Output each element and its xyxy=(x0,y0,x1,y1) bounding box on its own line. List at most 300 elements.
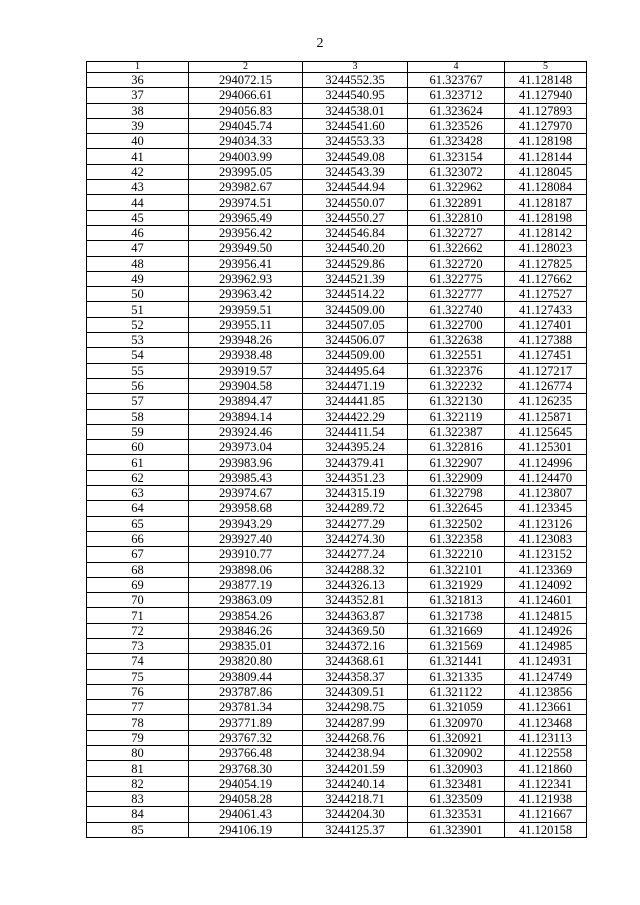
column-header: 2 xyxy=(189,62,303,73)
x-coordinate-cell: 293974.51 xyxy=(189,195,303,210)
table-row xyxy=(87,638,587,653)
latitude-cell: 61.321335 xyxy=(408,669,505,684)
x-coordinate-cell: 293927.40 xyxy=(189,531,303,546)
table-row xyxy=(87,455,587,470)
point-number-cell: 42 xyxy=(87,164,189,179)
x-coordinate-cell: 293766.48 xyxy=(189,746,303,761)
point-number-cell: 81 xyxy=(87,761,189,776)
point-number-cell: 50 xyxy=(87,287,189,302)
x-coordinate-cell: 293974.67 xyxy=(189,486,303,501)
longitude-cell: 41.128142 xyxy=(505,225,587,240)
longitude-cell: 41.124601 xyxy=(505,593,587,608)
latitude-cell: 61.322232 xyxy=(408,378,505,393)
longitude-cell: 41.124470 xyxy=(505,470,587,485)
column-header: 4 xyxy=(408,62,505,73)
longitude-cell: 41.122558 xyxy=(505,746,587,761)
latitude-cell: 61.322130 xyxy=(408,394,505,409)
longitude-cell: 41.128187 xyxy=(505,195,587,210)
table-row xyxy=(87,195,587,210)
longitude-cell: 41.127940 xyxy=(505,88,587,103)
latitude-cell: 61.322551 xyxy=(408,348,505,363)
x-coordinate-cell: 293781.34 xyxy=(189,700,303,715)
table-row xyxy=(87,577,587,592)
x-coordinate-cell: 293959.51 xyxy=(189,302,303,317)
latitude-cell: 61.322662 xyxy=(408,241,505,256)
x-coordinate-cell: 293983.96 xyxy=(189,455,303,470)
point-number-cell: 66 xyxy=(87,531,189,546)
table-row xyxy=(87,73,587,88)
y-coordinate-cell: 3244521.39 xyxy=(303,271,408,286)
table-row xyxy=(87,317,587,332)
table-row xyxy=(87,256,587,271)
longitude-cell: 41.122341 xyxy=(505,776,587,791)
x-coordinate-cell: 293995.05 xyxy=(189,164,303,179)
y-coordinate-cell: 3244204.30 xyxy=(303,807,408,822)
latitude-cell: 61.320903 xyxy=(408,761,505,776)
x-coordinate-cell: 293820.80 xyxy=(189,654,303,669)
longitude-cell: 41.124092 xyxy=(505,577,587,592)
x-coordinate-cell: 293956.42 xyxy=(189,225,303,240)
y-coordinate-cell: 3244471.19 xyxy=(303,378,408,393)
point-number-cell: 44 xyxy=(87,195,189,210)
latitude-cell: 61.323767 xyxy=(408,73,505,88)
y-coordinate-cell: 3244238.94 xyxy=(303,746,408,761)
longitude-cell: 41.128045 xyxy=(505,164,587,179)
table-row xyxy=(87,333,587,348)
latitude-cell: 61.322775 xyxy=(408,271,505,286)
table-row xyxy=(87,470,587,485)
longitude-cell: 41.124926 xyxy=(505,623,587,638)
table-row xyxy=(87,378,587,393)
y-coordinate-cell: 3244411.54 xyxy=(303,424,408,439)
column-header: 1 xyxy=(87,62,189,73)
table-row xyxy=(87,118,587,133)
point-number-cell: 48 xyxy=(87,256,189,271)
point-number-cell: 36 xyxy=(87,73,189,88)
table-row xyxy=(87,302,587,317)
x-coordinate-cell: 294054.19 xyxy=(189,776,303,791)
x-coordinate-cell: 293948.26 xyxy=(189,333,303,348)
latitude-cell: 61.323428 xyxy=(408,134,505,149)
longitude-cell: 41.127825 xyxy=(505,256,587,271)
point-number-cell: 79 xyxy=(87,730,189,745)
x-coordinate-cell: 293767.32 xyxy=(189,730,303,745)
x-coordinate-cell: 293768.30 xyxy=(189,761,303,776)
point-number-cell: 73 xyxy=(87,638,189,653)
y-coordinate-cell: 3244358.37 xyxy=(303,669,408,684)
y-coordinate-cell: 3244351.23 xyxy=(303,470,408,485)
table-header-row xyxy=(87,62,587,73)
longitude-cell: 41.124749 xyxy=(505,669,587,684)
y-coordinate-cell: 3244326.13 xyxy=(303,577,408,592)
x-coordinate-cell: 293956.41 xyxy=(189,256,303,271)
y-coordinate-cell: 3244538.01 xyxy=(303,103,408,118)
y-coordinate-cell: 3244201.59 xyxy=(303,761,408,776)
table-row xyxy=(87,241,587,256)
x-coordinate-cell: 293854.26 xyxy=(189,608,303,623)
x-coordinate-cell: 294106.19 xyxy=(189,822,303,837)
table-row xyxy=(87,149,587,164)
y-coordinate-cell: 3244550.07 xyxy=(303,195,408,210)
point-number-cell: 38 xyxy=(87,103,189,118)
latitude-cell: 61.321441 xyxy=(408,654,505,669)
y-coordinate-cell: 3244546.84 xyxy=(303,225,408,240)
y-coordinate-cell: 3244277.29 xyxy=(303,516,408,531)
longitude-cell: 41.124996 xyxy=(505,455,587,470)
latitude-cell: 61.322727 xyxy=(408,225,505,240)
y-coordinate-cell: 3244274.30 xyxy=(303,531,408,546)
point-number-cell: 41 xyxy=(87,149,189,164)
table-row xyxy=(87,271,587,286)
y-coordinate-cell: 3244369.50 xyxy=(303,623,408,638)
latitude-cell: 61.321738 xyxy=(408,608,505,623)
table-row xyxy=(87,669,587,684)
y-coordinate-cell: 3244553.33 xyxy=(303,134,408,149)
longitude-cell: 41.125645 xyxy=(505,424,587,439)
table-row xyxy=(87,807,587,822)
column-header: 3 xyxy=(303,62,408,73)
y-coordinate-cell: 3244541.60 xyxy=(303,118,408,133)
y-coordinate-cell: 3244125.37 xyxy=(303,822,408,837)
x-coordinate-cell: 294066.61 xyxy=(189,88,303,103)
longitude-cell: 41.123856 xyxy=(505,684,587,699)
latitude-cell: 61.323072 xyxy=(408,164,505,179)
x-coordinate-cell: 294003.99 xyxy=(189,149,303,164)
latitude-cell: 61.322777 xyxy=(408,287,505,302)
x-coordinate-cell: 293894.47 xyxy=(189,394,303,409)
point-number-cell: 83 xyxy=(87,791,189,806)
point-number-cell: 82 xyxy=(87,776,189,791)
longitude-cell: 41.126774 xyxy=(505,378,587,393)
x-coordinate-cell: 294058.28 xyxy=(189,791,303,806)
y-coordinate-cell: 3244507.05 xyxy=(303,317,408,332)
y-coordinate-cell: 3244529.86 xyxy=(303,256,408,271)
y-coordinate-cell: 3244441.85 xyxy=(303,394,408,409)
x-coordinate-cell: 293973.04 xyxy=(189,440,303,455)
latitude-cell: 61.323531 xyxy=(408,807,505,822)
x-coordinate-cell: 293965.49 xyxy=(189,210,303,225)
latitude-cell: 61.322210 xyxy=(408,547,505,562)
latitude-cell: 61.322740 xyxy=(408,302,505,317)
longitude-cell: 41.128023 xyxy=(505,241,587,256)
table-row xyxy=(87,791,587,806)
x-coordinate-cell: 293962.93 xyxy=(189,271,303,286)
y-coordinate-cell: 3244395.24 xyxy=(303,440,408,455)
longitude-cell: 41.127401 xyxy=(505,317,587,332)
x-coordinate-cell: 293846.26 xyxy=(189,623,303,638)
x-coordinate-cell: 293771.89 xyxy=(189,715,303,730)
longitude-cell: 41.123083 xyxy=(505,531,587,546)
table-row xyxy=(87,486,587,501)
y-coordinate-cell: 3244552.35 xyxy=(303,73,408,88)
x-coordinate-cell: 293787.86 xyxy=(189,684,303,699)
table-row xyxy=(87,516,587,531)
longitude-cell: 41.128198 xyxy=(505,134,587,149)
latitude-cell: 61.321929 xyxy=(408,577,505,592)
longitude-cell: 41.128148 xyxy=(505,73,587,88)
latitude-cell: 61.322798 xyxy=(408,486,505,501)
latitude-cell: 61.322909 xyxy=(408,470,505,485)
x-coordinate-cell: 293949.50 xyxy=(189,241,303,256)
y-coordinate-cell: 3244514.22 xyxy=(303,287,408,302)
latitude-cell: 61.322720 xyxy=(408,256,505,271)
longitude-cell: 41.123468 xyxy=(505,715,587,730)
point-number-cell: 80 xyxy=(87,746,189,761)
table-row xyxy=(87,776,587,791)
latitude-cell: 61.321569 xyxy=(408,638,505,653)
point-number-cell: 58 xyxy=(87,409,189,424)
table-row xyxy=(87,348,587,363)
y-coordinate-cell: 3244379.41 xyxy=(303,455,408,470)
point-number-cell: 53 xyxy=(87,333,189,348)
point-number-cell: 52 xyxy=(87,317,189,332)
latitude-cell: 61.321059 xyxy=(408,700,505,715)
y-coordinate-cell: 3244506.07 xyxy=(303,333,408,348)
x-coordinate-cell: 293938.48 xyxy=(189,348,303,363)
y-coordinate-cell: 3244352.81 xyxy=(303,593,408,608)
x-coordinate-cell: 293910.77 xyxy=(189,547,303,562)
point-number-cell: 37 xyxy=(87,88,189,103)
table-row xyxy=(87,424,587,439)
x-coordinate-cell: 293835.01 xyxy=(189,638,303,653)
y-coordinate-cell: 3244363.87 xyxy=(303,608,408,623)
latitude-cell: 61.322387 xyxy=(408,424,505,439)
table-row xyxy=(87,562,587,577)
point-number-cell: 72 xyxy=(87,623,189,638)
latitude-cell: 61.321122 xyxy=(408,684,505,699)
table-row xyxy=(87,180,587,195)
longitude-cell: 41.127527 xyxy=(505,287,587,302)
latitude-cell: 61.320970 xyxy=(408,715,505,730)
latitude-cell: 61.323481 xyxy=(408,776,505,791)
table-row xyxy=(87,761,587,776)
y-coordinate-cell: 3244315.19 xyxy=(303,486,408,501)
y-coordinate-cell: 3244268.76 xyxy=(303,730,408,745)
latitude-cell: 61.323624 xyxy=(408,103,505,118)
point-number-cell: 84 xyxy=(87,807,189,822)
y-coordinate-cell: 3244422.29 xyxy=(303,409,408,424)
y-coordinate-cell: 3244549.08 xyxy=(303,149,408,164)
table-row xyxy=(87,715,587,730)
point-number-cell: 71 xyxy=(87,608,189,623)
longitude-cell: 41.128084 xyxy=(505,180,587,195)
longitude-cell: 41.124931 xyxy=(505,654,587,669)
longitude-cell: 41.123152 xyxy=(505,547,587,562)
y-coordinate-cell: 3244309.51 xyxy=(303,684,408,699)
table-row xyxy=(87,210,587,225)
y-coordinate-cell: 3244277.24 xyxy=(303,547,408,562)
latitude-cell: 61.321669 xyxy=(408,623,505,638)
point-number-cell: 74 xyxy=(87,654,189,669)
latitude-cell: 61.322119 xyxy=(408,409,505,424)
x-coordinate-cell: 293924.46 xyxy=(189,424,303,439)
latitude-cell: 61.322101 xyxy=(408,562,505,577)
table-row xyxy=(87,164,587,179)
x-coordinate-cell: 293943.29 xyxy=(189,516,303,531)
x-coordinate-cell: 293894.14 xyxy=(189,409,303,424)
latitude-cell: 61.322502 xyxy=(408,516,505,531)
y-coordinate-cell: 3244550.27 xyxy=(303,210,408,225)
longitude-cell: 41.127893 xyxy=(505,103,587,118)
latitude-cell: 61.321813 xyxy=(408,593,505,608)
latitude-cell: 61.323901 xyxy=(408,822,505,837)
x-coordinate-cell: 294045.74 xyxy=(189,118,303,133)
longitude-cell: 41.126235 xyxy=(505,394,587,409)
table-row xyxy=(87,394,587,409)
table-row xyxy=(87,608,587,623)
y-coordinate-cell: 3244540.95 xyxy=(303,88,408,103)
point-number-cell: 46 xyxy=(87,225,189,240)
latitude-cell: 61.322962 xyxy=(408,180,505,195)
y-coordinate-cell: 3244509.00 xyxy=(303,302,408,317)
table-row xyxy=(87,363,587,378)
longitude-cell: 41.127217 xyxy=(505,363,587,378)
point-number-cell: 56 xyxy=(87,378,189,393)
table-row xyxy=(87,700,587,715)
longitude-cell: 41.123369 xyxy=(505,562,587,577)
y-coordinate-cell: 3244372.16 xyxy=(303,638,408,653)
latitude-cell: 61.322638 xyxy=(408,333,505,348)
point-number-cell: 75 xyxy=(87,669,189,684)
table-row xyxy=(87,623,587,638)
longitude-cell: 41.124985 xyxy=(505,638,587,653)
table-body xyxy=(87,73,587,838)
longitude-cell: 41.120158 xyxy=(505,822,587,837)
latitude-cell: 61.322700 xyxy=(408,317,505,332)
x-coordinate-cell: 293919.57 xyxy=(189,363,303,378)
y-coordinate-cell: 3244298.75 xyxy=(303,700,408,715)
table-row xyxy=(87,746,587,761)
longitude-cell: 41.127388 xyxy=(505,333,587,348)
longitude-cell: 41.123661 xyxy=(505,700,587,715)
table-row xyxy=(87,684,587,699)
point-number-cell: 69 xyxy=(87,577,189,592)
point-number-cell: 51 xyxy=(87,302,189,317)
latitude-cell: 61.323712 xyxy=(408,88,505,103)
point-number-cell: 54 xyxy=(87,348,189,363)
table-row xyxy=(87,103,587,118)
point-number-cell: 49 xyxy=(87,271,189,286)
y-coordinate-cell: 3244287.99 xyxy=(303,715,408,730)
latitude-cell: 61.322891 xyxy=(408,195,505,210)
x-coordinate-cell: 293863.09 xyxy=(189,593,303,608)
column-header: 5 xyxy=(505,62,587,73)
longitude-cell: 41.128144 xyxy=(505,149,587,164)
longitude-cell: 41.123807 xyxy=(505,486,587,501)
latitude-cell: 61.322358 xyxy=(408,531,505,546)
point-number-cell: 67 xyxy=(87,547,189,562)
latitude-cell: 61.320921 xyxy=(408,730,505,745)
point-number-cell: 68 xyxy=(87,562,189,577)
x-coordinate-cell: 293982.67 xyxy=(189,180,303,195)
table-row xyxy=(87,547,587,562)
coordinates-table xyxy=(86,61,587,838)
longitude-cell: 41.123113 xyxy=(505,730,587,745)
table-row xyxy=(87,440,587,455)
longitude-cell: 41.128198 xyxy=(505,210,587,225)
x-coordinate-cell: 293958.68 xyxy=(189,501,303,516)
x-coordinate-cell: 294034.33 xyxy=(189,134,303,149)
table-row xyxy=(87,501,587,516)
longitude-cell: 41.125871 xyxy=(505,409,587,424)
point-number-cell: 64 xyxy=(87,501,189,516)
table-row xyxy=(87,134,587,149)
longitude-cell: 41.121860 xyxy=(505,761,587,776)
x-coordinate-cell: 294056.83 xyxy=(189,103,303,118)
table-row xyxy=(87,654,587,669)
latitude-cell: 61.323509 xyxy=(408,791,505,806)
latitude-cell: 61.322907 xyxy=(408,455,505,470)
table-row xyxy=(87,225,587,240)
x-coordinate-cell: 294061.43 xyxy=(189,807,303,822)
point-number-cell: 63 xyxy=(87,486,189,501)
point-number-cell: 47 xyxy=(87,241,189,256)
latitude-cell: 61.322376 xyxy=(408,363,505,378)
longitude-cell: 41.125301 xyxy=(505,440,587,455)
longitude-cell: 41.123345 xyxy=(505,501,587,516)
y-coordinate-cell: 3244495.64 xyxy=(303,363,408,378)
x-coordinate-cell: 293955.11 xyxy=(189,317,303,332)
point-number-cell: 45 xyxy=(87,210,189,225)
table-row xyxy=(87,730,587,745)
x-coordinate-cell: 294072.15 xyxy=(189,73,303,88)
point-number-cell: 65 xyxy=(87,516,189,531)
longitude-cell: 41.127451 xyxy=(505,348,587,363)
point-number-cell: 40 xyxy=(87,134,189,149)
x-coordinate-cell: 293809.44 xyxy=(189,669,303,684)
point-number-cell: 60 xyxy=(87,440,189,455)
point-number-cell: 85 xyxy=(87,822,189,837)
table-row xyxy=(87,822,587,837)
x-coordinate-cell: 293877.19 xyxy=(189,577,303,592)
y-coordinate-cell: 3244288.32 xyxy=(303,562,408,577)
x-coordinate-cell: 293963.42 xyxy=(189,287,303,302)
y-coordinate-cell: 3244240.14 xyxy=(303,776,408,791)
latitude-cell: 61.320902 xyxy=(408,746,505,761)
latitude-cell: 61.322816 xyxy=(408,440,505,455)
latitude-cell: 61.322645 xyxy=(408,501,505,516)
x-coordinate-cell: 293904.58 xyxy=(189,378,303,393)
point-number-cell: 61 xyxy=(87,455,189,470)
longitude-cell: 41.127662 xyxy=(505,271,587,286)
point-number-cell: 59 xyxy=(87,424,189,439)
latitude-cell: 61.322810 xyxy=(408,210,505,225)
longitude-cell: 41.127970 xyxy=(505,118,587,133)
y-coordinate-cell: 3244544.94 xyxy=(303,180,408,195)
point-number-cell: 70 xyxy=(87,593,189,608)
point-number-cell: 78 xyxy=(87,715,189,730)
point-number-cell: 57 xyxy=(87,394,189,409)
point-number-cell: 39 xyxy=(87,118,189,133)
point-number-cell: 77 xyxy=(87,700,189,715)
table-row xyxy=(87,531,587,546)
y-coordinate-cell: 3244543.39 xyxy=(303,164,408,179)
point-number-cell: 55 xyxy=(87,363,189,378)
x-coordinate-cell: 293985.43 xyxy=(189,470,303,485)
y-coordinate-cell: 3244509.00 xyxy=(303,348,408,363)
latitude-cell: 61.323154 xyxy=(408,149,505,164)
longitude-cell: 41.121667 xyxy=(505,807,587,822)
longitude-cell: 41.123126 xyxy=(505,516,587,531)
point-number-cell: 76 xyxy=(87,684,189,699)
table-row xyxy=(87,409,587,424)
longitude-cell: 41.127433 xyxy=(505,302,587,317)
table-row xyxy=(87,593,587,608)
y-coordinate-cell: 3244368.61 xyxy=(303,654,408,669)
y-coordinate-cell: 3244289.72 xyxy=(303,501,408,516)
y-coordinate-cell: 3244218.71 xyxy=(303,791,408,806)
page-number: 2 xyxy=(316,36,324,51)
